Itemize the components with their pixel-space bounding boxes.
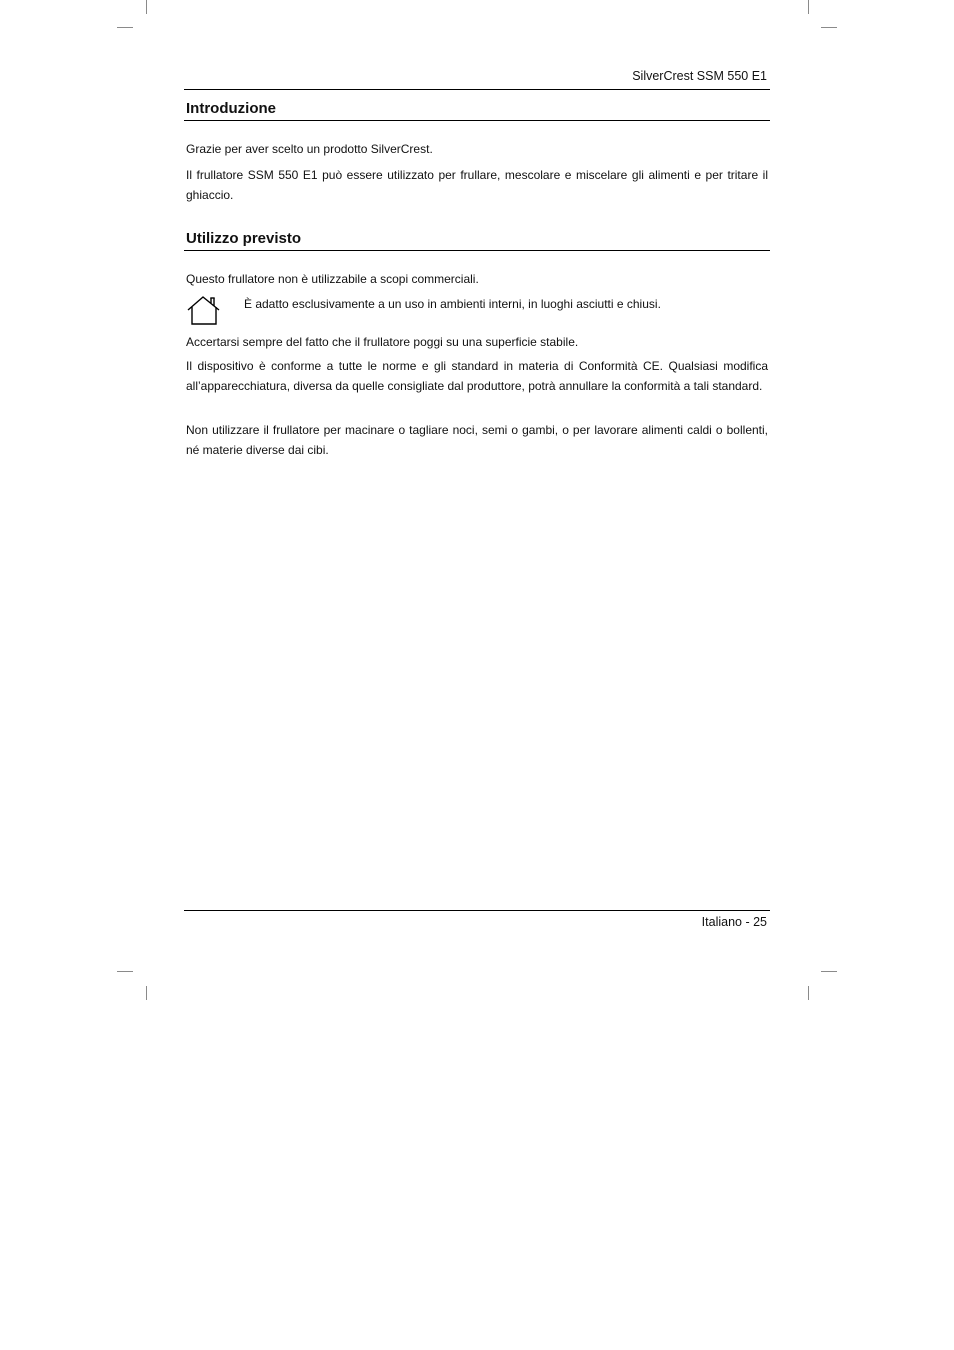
paragraph: Non utilizzare il frullatore per macinare o tagliare noci, semi o gambi, o per lavorare alimenti caldi o bollenti, né materie diverse dai cibi. [186, 423, 768, 457]
paragraph: È adatto esclusivamente a un uso in ambienti interni, in luoghi asciutti e chiusi. [244, 297, 661, 311]
crop-mark [117, 27, 133, 28]
product-name: SilverCrest SSM 550 E1 [632, 69, 767, 83]
paragraph: Grazie per aver scelto un prodotto SilverCrest. [186, 142, 433, 156]
section-title-utilizzo-previsto [184, 228, 770, 251]
page-footer [184, 910, 770, 935]
paragraph: Il frullatore SSM 550 E1 può essere utilizzato per frullare, mescolare e miscelare gli alimenti e per tritare il ghiaccio. [186, 168, 768, 202]
page-number: Italiano - 25 [701, 915, 767, 929]
crop-mark [808, 0, 809, 14]
page-header [184, 69, 770, 90]
house-icon [186, 295, 222, 327]
crop-mark [821, 27, 837, 28]
section-title-introduzione [184, 98, 770, 121]
section-heading: Introduzione [186, 100, 276, 117]
crop-mark [808, 986, 809, 1000]
paragraph: Accertarsi sempre del fatto che il frullatore poggi su una superficie stabile. [186, 335, 579, 349]
crop-mark [821, 971, 837, 972]
section-heading: Utilizzo previsto [186, 230, 302, 247]
crop-mark [117, 971, 133, 972]
paragraph: Questo frullatore non è utilizzabile a scopi commerciali. [186, 272, 479, 286]
crop-mark [146, 986, 147, 1000]
crop-mark [146, 0, 147, 14]
paragraph: Il dispositivo è conforme a tutte le norme e gli standard in materia di Conformità CE. Qualsiasi modifica all’apparecchiatura, diversa da quelle consigliate dal produttore, potrà annullare la conformità a tali standard. [186, 359, 768, 393]
